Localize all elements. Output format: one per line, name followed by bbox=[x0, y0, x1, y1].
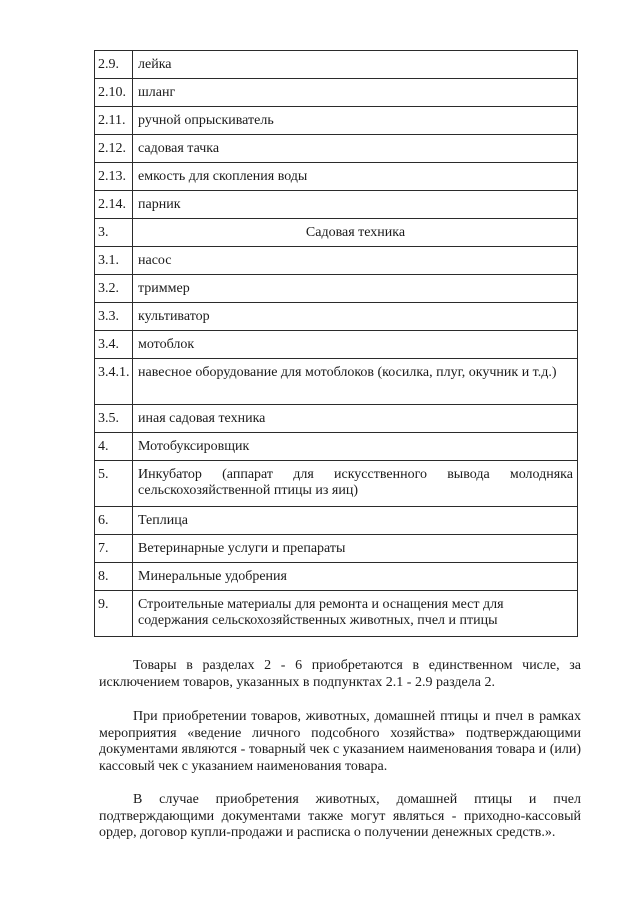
row-number: 3.1. bbox=[95, 247, 133, 275]
row-text: Мотобуксировщик bbox=[133, 433, 578, 461]
row-text: культиватор bbox=[133, 303, 578, 331]
row-text: Инкубатор (аппарат для искусственного вывода молодняка сельскохозяйственной птицы из яиц) bbox=[133, 461, 578, 507]
row-number: 7. bbox=[95, 535, 133, 563]
paragraph-additional-documents: В случае приобретения животных, домашней птицы и пчел подтверждающими документами также могут являться - приходно-кассовый ордер, договор купли-продажи и расписка о получении денежных средств.». bbox=[99, 792, 581, 840]
row-text: Строительные материалы для ремонта и оснащения мест для содержания сельскохозяйственных животных, пчел и птицы bbox=[133, 591, 578, 637]
row-number: 3.4. bbox=[95, 331, 133, 359]
row-number: 3.2. bbox=[95, 275, 133, 303]
table-row bbox=[95, 359, 578, 405]
row-text: садовая тачка bbox=[133, 135, 578, 163]
table-row bbox=[95, 303, 578, 331]
table-row bbox=[95, 51, 578, 79]
table-row bbox=[95, 405, 578, 433]
row-text: иная садовая техника bbox=[133, 405, 578, 433]
row-text: триммер bbox=[133, 275, 578, 303]
table-row bbox=[95, 275, 578, 303]
section-heading: Садовая техника bbox=[133, 219, 578, 247]
table-row bbox=[95, 163, 578, 191]
row-text: ручной опрыскиватель bbox=[133, 107, 578, 135]
row-number: 3.5. bbox=[95, 405, 133, 433]
table-row bbox=[95, 591, 578, 637]
table-row bbox=[95, 107, 578, 135]
row-number: 5. bbox=[95, 461, 133, 507]
table-row bbox=[95, 247, 578, 275]
table-row bbox=[95, 535, 578, 563]
row-number: 3.3. bbox=[95, 303, 133, 331]
row-text: мотоблок bbox=[133, 331, 578, 359]
table-row bbox=[95, 461, 578, 507]
table-row bbox=[95, 135, 578, 163]
row-text: шланг bbox=[133, 79, 578, 107]
row-number: 4. bbox=[95, 433, 133, 461]
row-text: Минеральные удобрения bbox=[133, 563, 578, 591]
paragraph-supporting-documents: При приобретении товаров, животных, домашней птицы и пчел в рамках мероприятия «ведение личного подсобного хозяйства» подтверждающими документами являются - товарный чек с указанием наименования товара и (или) кассовый чек с указанием наименования товара. bbox=[99, 709, 581, 774]
row-number: 9. bbox=[95, 591, 133, 637]
row-number: 3.4.1. bbox=[95, 359, 133, 405]
row-text: емкость для скопления воды bbox=[133, 163, 578, 191]
row-text: лейка bbox=[133, 51, 578, 79]
table-row bbox=[95, 331, 578, 359]
table-row bbox=[95, 433, 578, 461]
row-number: 2.13. bbox=[95, 163, 133, 191]
row-number: 2.9. bbox=[95, 51, 133, 79]
row-number: 2.12. bbox=[95, 135, 133, 163]
row-number: 3. bbox=[95, 219, 133, 247]
row-text: Ветеринарные услуги и препараты bbox=[133, 535, 578, 563]
row-text: насос bbox=[133, 247, 578, 275]
row-number: 2.14. bbox=[95, 191, 133, 219]
table-row bbox=[95, 507, 578, 535]
row-text: парник bbox=[133, 191, 578, 219]
row-number: 2.10. bbox=[95, 79, 133, 107]
row-number: 6. bbox=[95, 507, 133, 535]
table-row-section-heading bbox=[95, 219, 578, 247]
row-number: 2.11. bbox=[95, 107, 133, 135]
table-row bbox=[95, 191, 578, 219]
row-text: Теплица bbox=[133, 507, 578, 535]
row-text: навесное оборудование для мотоблоков (косилка, плуг, окучник и т.д.) bbox=[133, 359, 578, 405]
paragraph-singular-purchase: Товары в разделах 2 - 6 приобретаются в единственном числе, за исключением товаров, указанных в подпунктах 2.1 - 2.9 раздела 2. bbox=[99, 658, 581, 690]
items-table bbox=[94, 50, 578, 637]
row-number: 8. bbox=[95, 563, 133, 591]
table-row bbox=[95, 79, 578, 107]
table-row bbox=[95, 563, 578, 591]
